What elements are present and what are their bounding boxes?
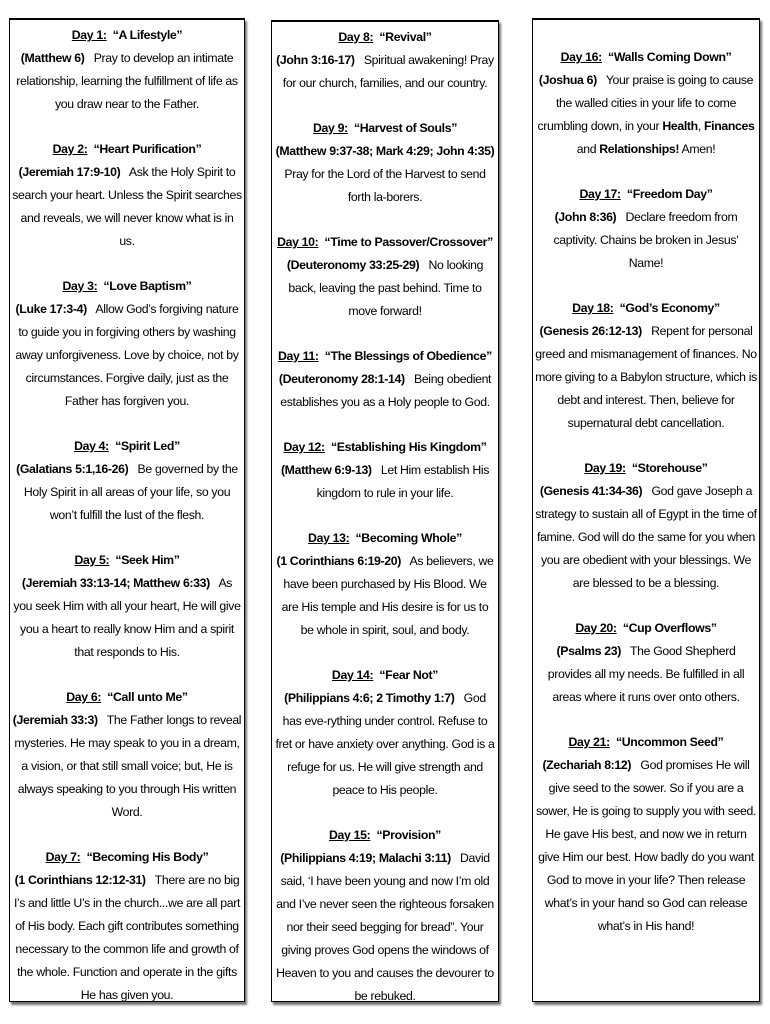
day-text: The Father longs to reveal mysteries. He may speak to you in a dream, a vision, or that still small voice; but, He is always speaking to you through His written Word. — [14, 713, 242, 819]
day-entry — [535, 731, 757, 938]
day-heading — [535, 46, 757, 69]
day-title: “Revival” — [379, 30, 432, 44]
day-entry — [12, 549, 242, 664]
day-entry — [274, 345, 496, 414]
day-heading — [274, 117, 496, 140]
scripture-ref: (Galatians 5:1,16-26) — [16, 462, 129, 476]
day-text: David said, ‘I have been young and now I’m old and I’ve never seen the righteous forsaken nor their seed begging for bread”. Your giving proves God opens the windows of Heaven to you and causes the devourer to be rebuked. — [276, 851, 494, 1003]
day-title: “Freedom Day” — [626, 187, 713, 201]
scripture-ref: (Jeremiah 33:3) — [12, 713, 98, 727]
day-heading — [535, 297, 757, 320]
day-title: “Time to Passover/Crossover” — [324, 235, 493, 249]
scripture-ref: (Zechariah 8:12) — [542, 758, 632, 772]
day-heading — [274, 824, 496, 847]
scripture-ref: (Jeremiah 33:13-14; Matthew 6:33) — [21, 576, 210, 590]
day-text: Ask the Holy Spirit to search your heart. Unless the Spirit searches and reveals, we will never know what is in us. — [12, 165, 242, 248]
day-text: God promises He will give seed to the sower. So if you are a sower, He is going to supply you with seed. He gave His best, and now we in return give Him our best. How badly do you want God to move in your life? Then release what’s in your hand so God can release what’s in His hand! — [535, 758, 757, 933]
scripture-ref: (1 Corinthians 6:19-20) — [276, 554, 402, 568]
bookmark-column-3 — [532, 18, 760, 1002]
day-entry — [12, 24, 242, 116]
day-entry — [535, 457, 757, 595]
day-heading — [12, 686, 242, 709]
scripture-ref: (Psalms 23) — [556, 644, 622, 658]
day-text: Declare freedom from captivity. Chains be broken in Jesus’ Name! — [553, 210, 739, 270]
day-title: “Seek Him” — [115, 553, 180, 567]
day-number: Day 2: — [52, 142, 88, 156]
day-number: Day 3: — [62, 279, 98, 293]
day-title: “Fear Not” — [379, 668, 439, 682]
day-title: “Provision” — [376, 828, 441, 842]
day-entry — [535, 617, 757, 709]
day-heading — [274, 26, 496, 49]
day-text: As believers, we have been purchased by His Blood. We are His temple and His desire is for us to be whole in spirit, soul, and body. — [281, 554, 494, 637]
day-number: Day 4: — [74, 439, 109, 453]
day-heading — [535, 457, 757, 480]
day-number: Day 21: — [568, 735, 610, 749]
day-entry — [535, 183, 757, 275]
day-heading — [535, 731, 757, 754]
day-number: Day 9: — [313, 121, 348, 135]
day-heading — [535, 617, 757, 640]
day-heading — [535, 183, 757, 206]
day-entry — [12, 435, 242, 527]
scripture-ref: (Deuteronomy 33:25-29) — [286, 258, 420, 272]
day-text: No looking back, leaving the past behind. Time to move forward! — [288, 258, 484, 318]
day-text-tail: Amen! — [681, 142, 716, 156]
emphasis-health: Health — [662, 119, 698, 133]
day-heading — [274, 345, 496, 368]
day-number: Day 14: — [331, 668, 374, 682]
scripture-ref: (1 Corinthians 12:12-31) — [14, 873, 146, 887]
day-entry — [12, 686, 242, 824]
day-text: Spiritual awakening! Pray for our church, families, and our country. — [282, 53, 494, 90]
day-heading — [274, 231, 496, 254]
day-heading — [274, 664, 496, 687]
day-title: “Call unto Me” — [107, 690, 188, 704]
scripture-ref: (Genesis 26:12-13) — [539, 324, 642, 338]
day-number: Day 6: — [66, 690, 102, 704]
day-text: Pray to develop an intimate relationship, learning the fulfillment of life as you draw near to the Father. — [16, 51, 238, 111]
day-title: “God’s Economy” — [619, 301, 720, 315]
day-number: Day 11: — [278, 349, 319, 363]
day-entry — [535, 46, 757, 161]
day-number: Day 15: — [329, 828, 371, 842]
scripture-ref: (Luke 17:3-4) — [15, 302, 87, 316]
day-number: Day 10: — [277, 235, 319, 249]
day-text: Be governed by the Holy Spirit in all areas of your life, so you won’t fulfill the lust of the flesh. — [23, 462, 238, 522]
scripture-ref: (John 8:36) — [554, 210, 617, 224]
day-text: The Good Shepherd provides all my needs. Be fulfilled in all areas where it runs over onto others. — [547, 644, 745, 704]
day-entry — [274, 26, 496, 95]
scripture-ref: (Deuteronomy 28:1-14) — [278, 372, 405, 386]
day-title: “A Lifestyle” — [112, 28, 183, 42]
bookmark-column-2 — [271, 20, 499, 1002]
day-title: “Heart Purification” — [93, 142, 202, 156]
day-text: God gave Joseph a strategy to sustain all of Egypt in the time of famine. God will do the same for you when you are obedient with your blessings. We are blessed to be a blessing. — [535, 484, 757, 590]
day-entry — [535, 297, 757, 435]
day-number: Day 20: — [575, 621, 617, 635]
day-number: Day 5: — [74, 553, 110, 567]
emphasis-relationships: Relationships! — [599, 142, 680, 156]
day-entry — [12, 846, 242, 1007]
emphasis-finances: Finances — [704, 119, 755, 133]
day-heading — [274, 527, 496, 550]
day-title: “Spirit Led” — [115, 439, 180, 453]
day-title: “Walls Coming Down” — [608, 50, 732, 64]
day-heading — [12, 435, 242, 458]
day-title: “Becoming His Body” — [86, 850, 209, 864]
day-title: “Establishing His Kingdom” — [330, 440, 487, 454]
day-title: “Becoming Whole” — [355, 531, 462, 545]
day-entry — [274, 824, 496, 1008]
day-number: Day 12: — [283, 440, 325, 454]
day-entry — [274, 527, 496, 642]
day-text: God has eve-rything under control. Refuse to fret or have anxiety over anything. God is a refuge for us. He will give strength and peace to His people. — [275, 691, 495, 797]
day-title: “Storehouse” — [631, 461, 708, 475]
separator: , — [697, 119, 701, 133]
day-heading — [274, 436, 496, 459]
scripture-ref: (Matthew 6:9-13) — [280, 463, 372, 477]
day-text: Let Him establish His kingdom to rule in your life. — [316, 463, 490, 500]
scripture-ref: (John 3:16-17) — [276, 53, 355, 67]
day-heading — [12, 846, 242, 869]
day-text: Being obedient establishes you as a Holy people to God. — [280, 372, 492, 409]
day-number: Day 19: — [584, 461, 626, 475]
day-number: Day 13: — [308, 531, 350, 545]
day-title: “Uncommon Seed” — [615, 735, 724, 749]
scripture-ref: (Joshua 6) — [538, 73, 597, 87]
day-text: Your praise is going to cause the walled cities in your life to come crumbling down, in your — [537, 73, 754, 133]
scripture-ref: (Philippians 4:19; Malachi 3:11) — [280, 851, 451, 865]
day-number: Day 1: — [71, 28, 107, 42]
day-number: Day 16: — [560, 50, 602, 64]
day-entry — [274, 231, 496, 323]
day-entry — [12, 275, 242, 413]
day-title: “Love Baptism” — [103, 279, 192, 293]
day-text: As you seek Him with all your heart, He will give you a heart to really know Him and a spirit that responds to His. — [13, 576, 241, 659]
day-title: “Harvest of Souls” — [353, 121, 457, 135]
day-text: Allow God’s forgiving nature to guide you in forgiving others by washing away unforgiveness. Love by choice, not by circumstances. Forgive daily, just as the Father has forgiven you. — [15, 302, 239, 408]
bookmark-column-1 — [9, 18, 245, 1002]
day-heading — [12, 275, 242, 298]
day-text: Repent for personal greed and mismanagement of finances. No more giving to a Babylon structure, which is debt and interest. Then, believe for supernatural debt cancellation. — [535, 324, 757, 430]
scripture-ref: (Matthew 6) — [20, 51, 85, 65]
day-heading — [12, 24, 242, 47]
day-entry — [274, 117, 496, 209]
day-entry — [274, 664, 496, 802]
scripture-ref: (Matthew 9:37-38; Mark 4:29; John 4:35) — [275, 144, 495, 158]
scripture-ref: (Genesis 41:34-36) — [539, 484, 643, 498]
day-text: Pray for the Lord of the Harvest to send forth la-borers. — [284, 167, 486, 204]
scripture-ref: (Jeremiah 17:9-10) — [18, 165, 121, 179]
day-number: Day 8: — [338, 30, 374, 44]
day-heading — [12, 138, 242, 161]
day-number: Day 17: — [579, 187, 621, 201]
day-title: “Cup Overflows” — [622, 621, 717, 635]
day-entry — [12, 138, 242, 253]
scripture-ref: (Philippians 4:6; 2 Timothy 1:7) — [284, 691, 455, 705]
day-number: Day 7: — [45, 850, 81, 864]
day-text: There are no big I’s and little U’s in the church...we are all part of His body. Each gift contributes something necessary to the common life and growth of the whole. Function and operate in the gifts He has given you. — [13, 873, 241, 1002]
day-heading — [12, 549, 242, 572]
day-number: Day 18: — [572, 301, 614, 315]
day-title: “The Blessings of Obedience” — [324, 349, 492, 363]
separator: and — [576, 142, 600, 156]
day-entry — [274, 436, 496, 505]
